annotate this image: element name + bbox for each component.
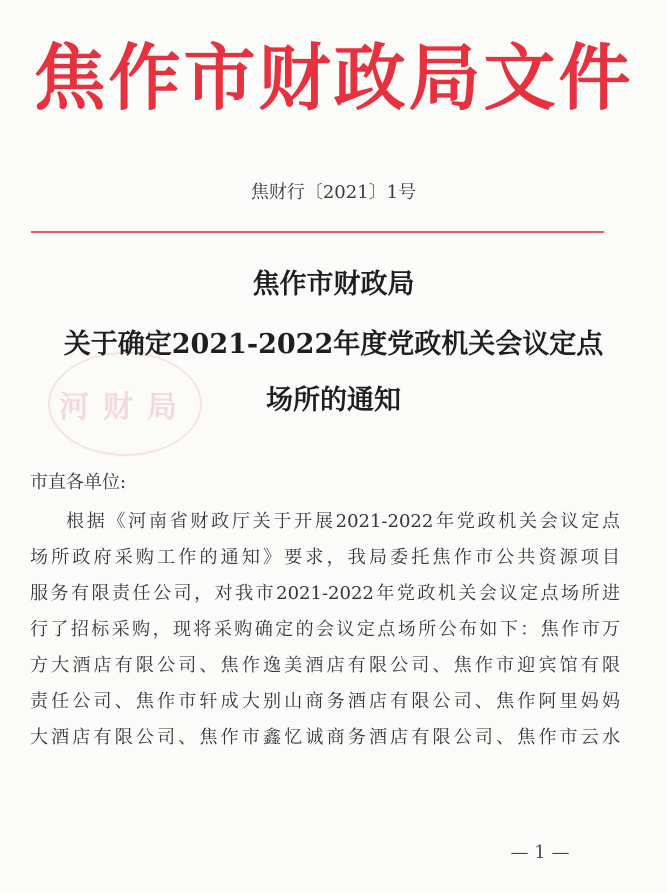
body-line: 行了招标采购，现将采购确定的会议定点场所公布如下：焦作市万 [30, 619, 620, 640]
document-number: 焦财行〔2021〕1号 [250, 182, 417, 203]
body-line: 场所政府采购工作的通知》要求，我局委托焦作市公共资源项目 [30, 547, 620, 568]
document-title-line-1: 焦作市财政局 [252, 269, 415, 300]
body-line: 大酒店有限公司、焦作市鑫忆诚商务酒店有限公司、焦作市云水 [30, 727, 620, 748]
document-title-line-3: 场所的通知 [266, 385, 401, 416]
body-line: 方大酒店有限公司、焦作逸美酒店有限公司、焦作市迎宾馆有限 [30, 655, 620, 676]
issuer-header-title: 焦作市财政局文件 [33, 35, 634, 120]
page-number: — 1 — [510, 842, 570, 863]
document-title-line-2: 关于确定2021-2022年度党政机关会议定点 [63, 329, 604, 360]
red-divider-line [31, 231, 604, 233]
salutation: 市直各单位: [30, 472, 127, 493]
body-line: 责任公司、焦作市轩成大别山商务酒店有限公司、焦作阿里妈妈 [30, 691, 620, 712]
body-line: 服务有限责任公司，对我市2021-2022年党政机关会议定点场所进 [30, 583, 620, 604]
body-paragraph [30, 504, 620, 756]
seal-text: 河财局 [59, 390, 191, 425]
body-line: 根据《河南省财政厅关于开展2021-2022年党政机关会议定点 [66, 511, 620, 532]
